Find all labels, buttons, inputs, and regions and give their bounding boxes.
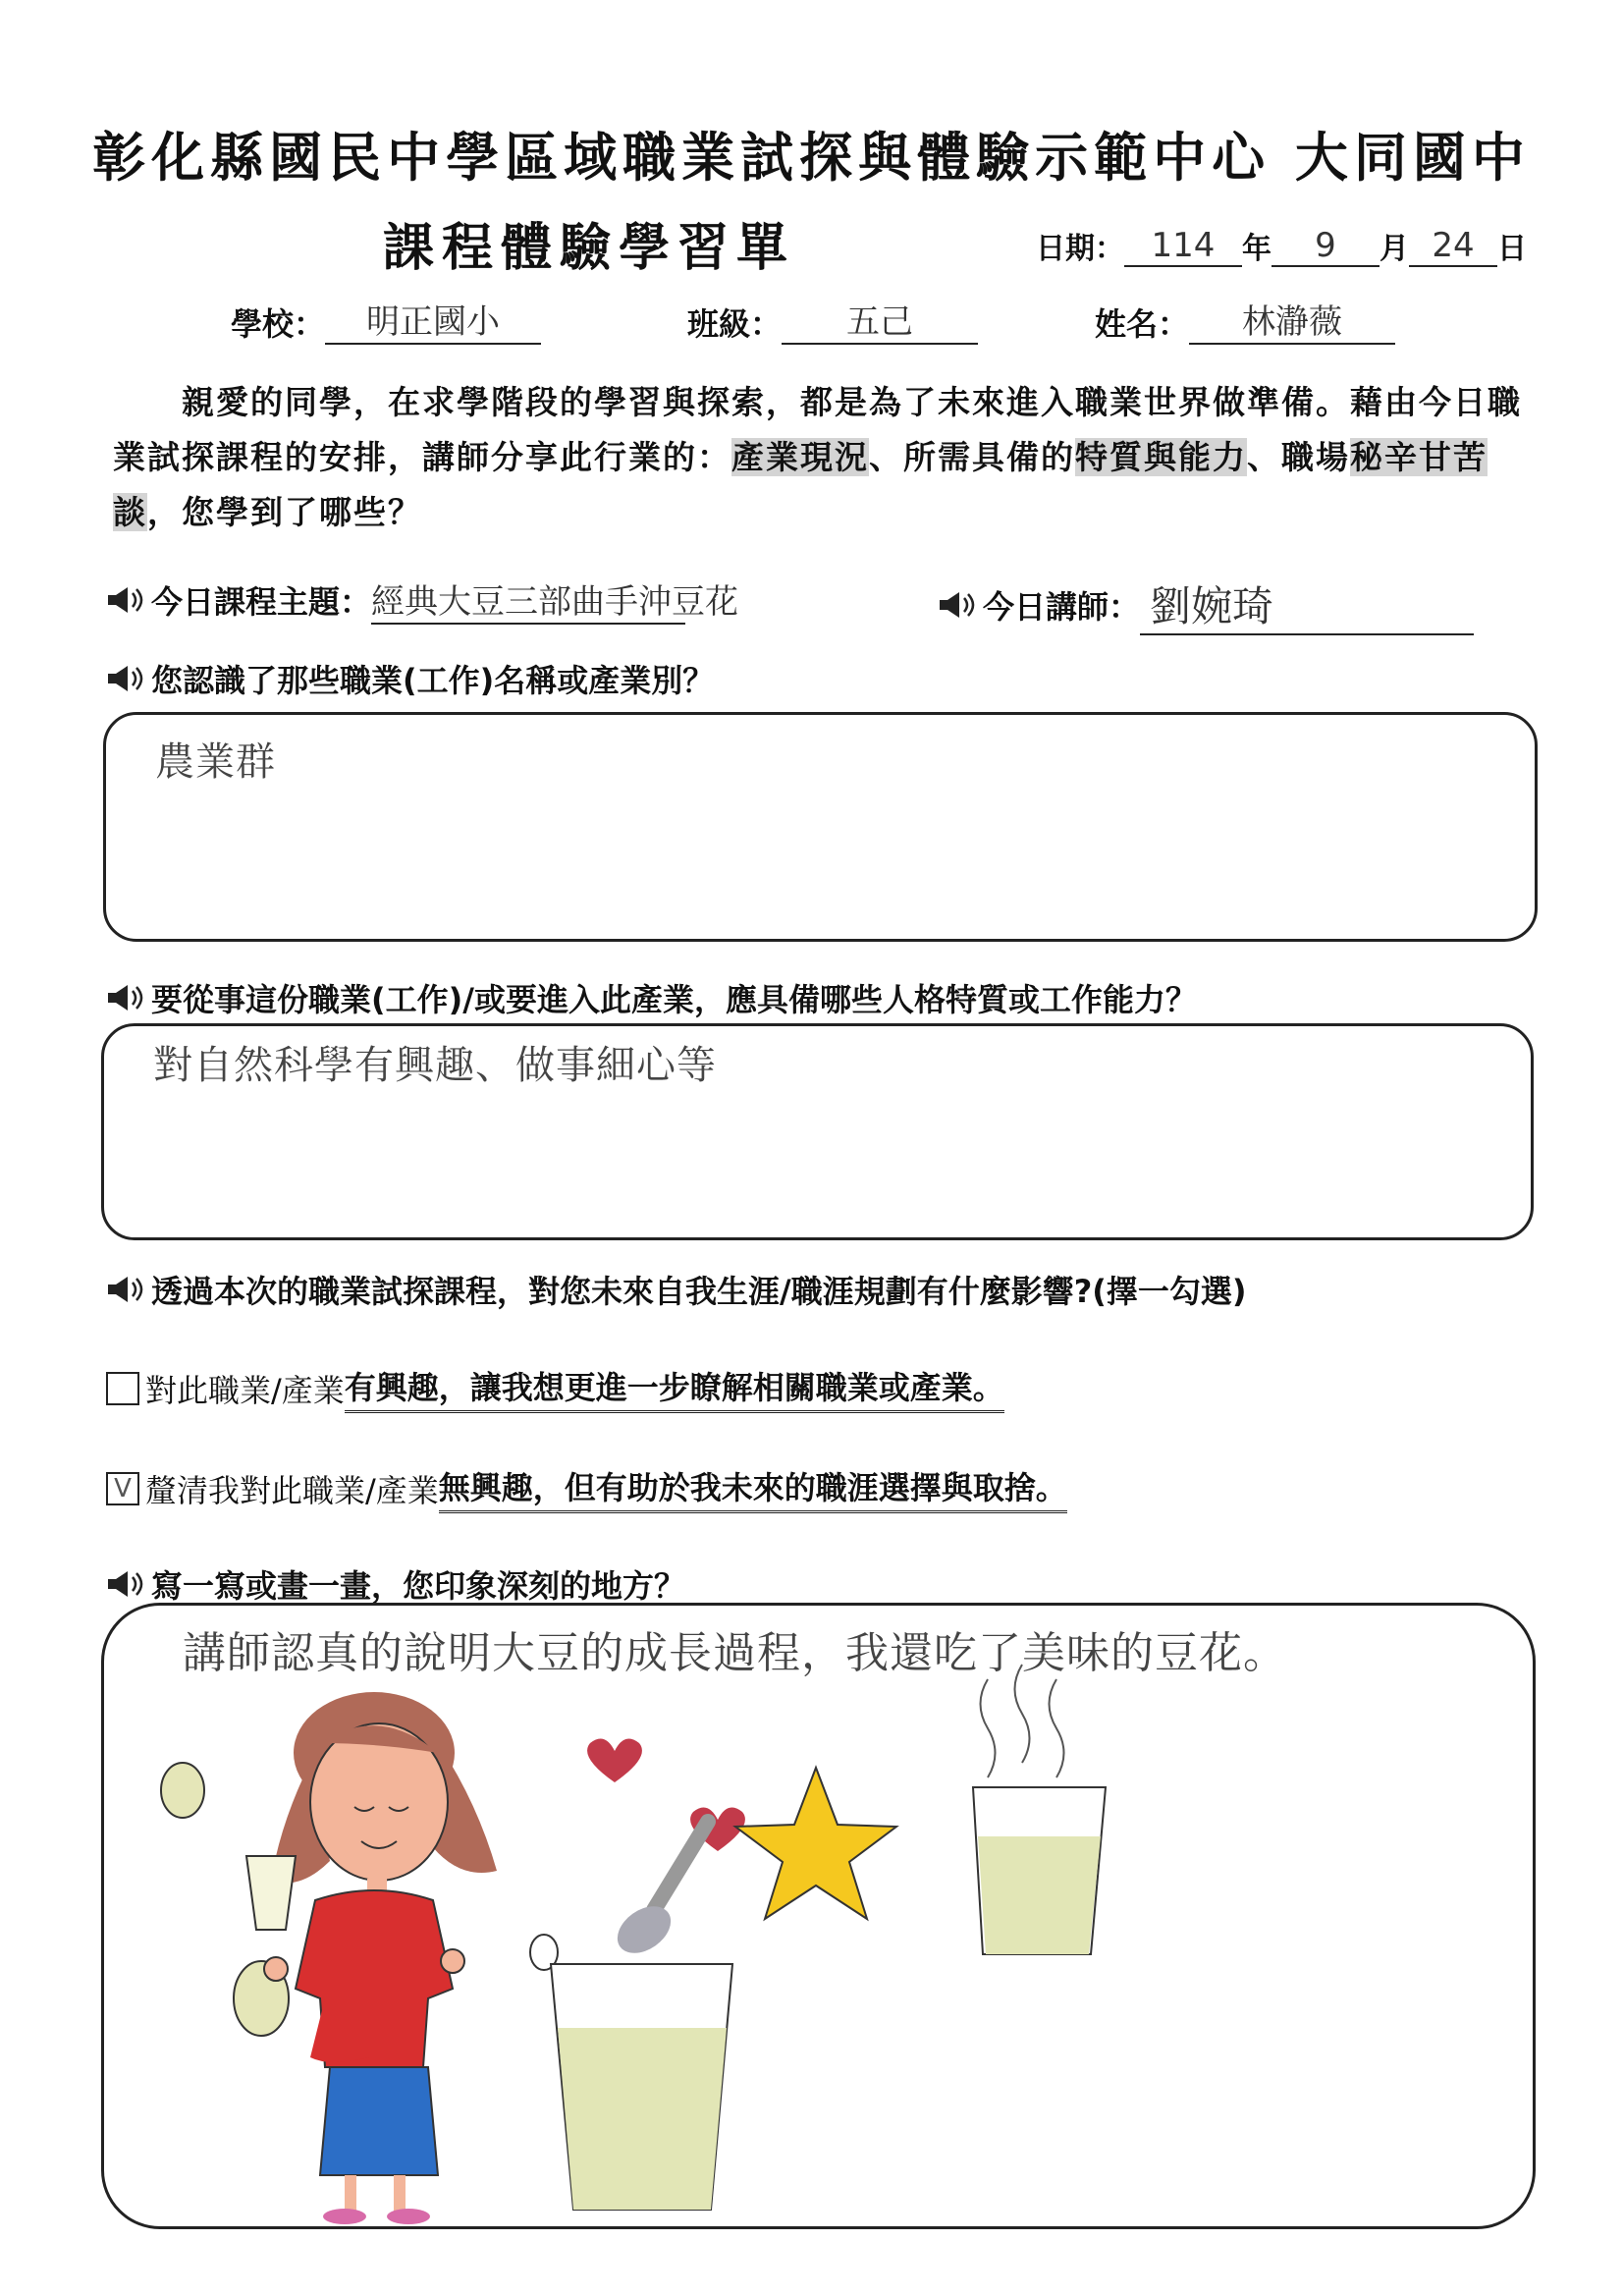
intro-highlight-industry: 產業現況 xyxy=(731,438,869,476)
question-1-label: 您認識了那些職業(工作)名稱或產業別？ xyxy=(151,662,715,699)
option-2-checkbox[interactable] xyxy=(106,1472,139,1505)
question-2-label: 要從事這份職業(工作)/或要進入此產業，應具備哪些人格特質或工作能力？ xyxy=(151,981,1197,1018)
question-4-label: 寫一寫或畫一畫，您印象深刻的地方？ xyxy=(151,1567,686,1605)
name-value: 林瀞薇 xyxy=(1189,295,1395,345)
heart-drawing xyxy=(587,1739,642,1783)
option-1-emphasis: 有興趣，讓我想更進一步瞭解相關職業或產業。 xyxy=(345,1363,1004,1413)
answer-4-text: 講師認真的說明大豆的成長過程，我還吃了美味的豆花。 xyxy=(183,1628,1287,1678)
speaker-icon xyxy=(106,1569,145,1599)
cup-drawing xyxy=(246,1856,296,1930)
document-title: 彰化縣國民中學區域職業試探與體驗示範中心 大同國中 xyxy=(92,127,1531,189)
speaker-icon xyxy=(106,585,145,615)
name-row xyxy=(1095,295,1395,345)
answer-1-text: 農業群 xyxy=(155,739,276,785)
option-2-prefix: 釐清我對此職業/產業 xyxy=(145,1471,439,1509)
girl-drawing xyxy=(264,1692,497,2224)
intro-highlight-traits: 特質與能力 xyxy=(1075,438,1247,476)
answer-box-2 xyxy=(101,1023,1534,1240)
question-3-label: 透過本次的職業試探課程，對您未來自我生涯/職涯規劃有什麼影響?(擇一勾選) xyxy=(151,1273,1247,1310)
topic-row xyxy=(106,574,739,625)
teacher-value: 劉婉琦 xyxy=(1140,574,1474,635)
teacher-label: 今日講師： xyxy=(983,588,1141,626)
intro-paragraph xyxy=(113,375,1527,540)
topic-value: 經典大豆三部曲手沖豆花 xyxy=(371,574,685,625)
speaker-icon xyxy=(938,590,977,620)
day-unit: 日 xyxy=(1497,232,1527,266)
intro-highlight-secrets: 秘辛甘苦談 xyxy=(113,438,1488,531)
document-subtitle: 課程體驗學習單 xyxy=(382,219,795,278)
speaker-icon xyxy=(106,983,145,1012)
date-row xyxy=(1036,224,1527,267)
bean-drawing xyxy=(161,1763,204,1818)
option-1-checkbox[interactable] xyxy=(106,1372,139,1405)
school-value: 明正國小 xyxy=(325,295,541,345)
option-1-prefix: 對此職業/產業 xyxy=(145,1371,345,1409)
month-unit: 月 xyxy=(1380,232,1409,266)
topic-label: 今日課程主題： xyxy=(151,582,372,621)
star-drawing xyxy=(735,1768,896,1919)
question-1 xyxy=(106,656,714,701)
intro-text-1: 親愛的同學，在求學階段的學習與探索，都是為了未來進入職業世界做準備。藉由今日職業試探課程的安排，講師分享此行業的： xyxy=(113,383,1522,476)
check-mark-icon: V xyxy=(114,1473,132,1503)
question-4 xyxy=(106,1561,685,1607)
school-row xyxy=(231,295,541,345)
class-row xyxy=(687,295,978,345)
option-2[interactable] xyxy=(106,1463,1067,1513)
class-label: 班級： xyxy=(687,305,783,343)
class-value: 五己 xyxy=(782,295,978,345)
cup-with-spoon-drawing xyxy=(551,1822,732,2210)
date-day: 24 xyxy=(1409,226,1497,267)
option-1[interactable] xyxy=(106,1363,1004,1413)
speaker-icon xyxy=(106,1275,145,1304)
date-month: 9 xyxy=(1271,226,1380,267)
date-year: 114 xyxy=(1124,226,1242,267)
question-3 xyxy=(106,1267,1247,1312)
name-label: 姓名： xyxy=(1095,305,1190,343)
option-2-emphasis: 無興趣，但有助於我未來的職涯選擇與取捨。 xyxy=(439,1463,1067,1513)
answer-2-text: 對自然科學有興趣、做事細心等 xyxy=(153,1043,717,1088)
intro-text-4: ，您學到了哪些？ xyxy=(147,493,422,531)
year-unit: 年 xyxy=(1242,232,1271,266)
intro-text-2: 、所需具備的 xyxy=(869,438,1075,476)
school-label: 學校： xyxy=(231,305,326,343)
question-2 xyxy=(106,975,1197,1020)
steaming-cup-drawing xyxy=(973,1665,1106,1954)
drawing-box xyxy=(101,1603,1536,2229)
speaker-icon xyxy=(106,664,145,693)
student-drawing xyxy=(104,1606,1533,2226)
answer-box-1 xyxy=(103,712,1538,942)
intro-text-3: 、職場 xyxy=(1247,438,1350,476)
teacher-row xyxy=(938,574,1474,635)
date-label: 日期： xyxy=(1036,232,1124,266)
